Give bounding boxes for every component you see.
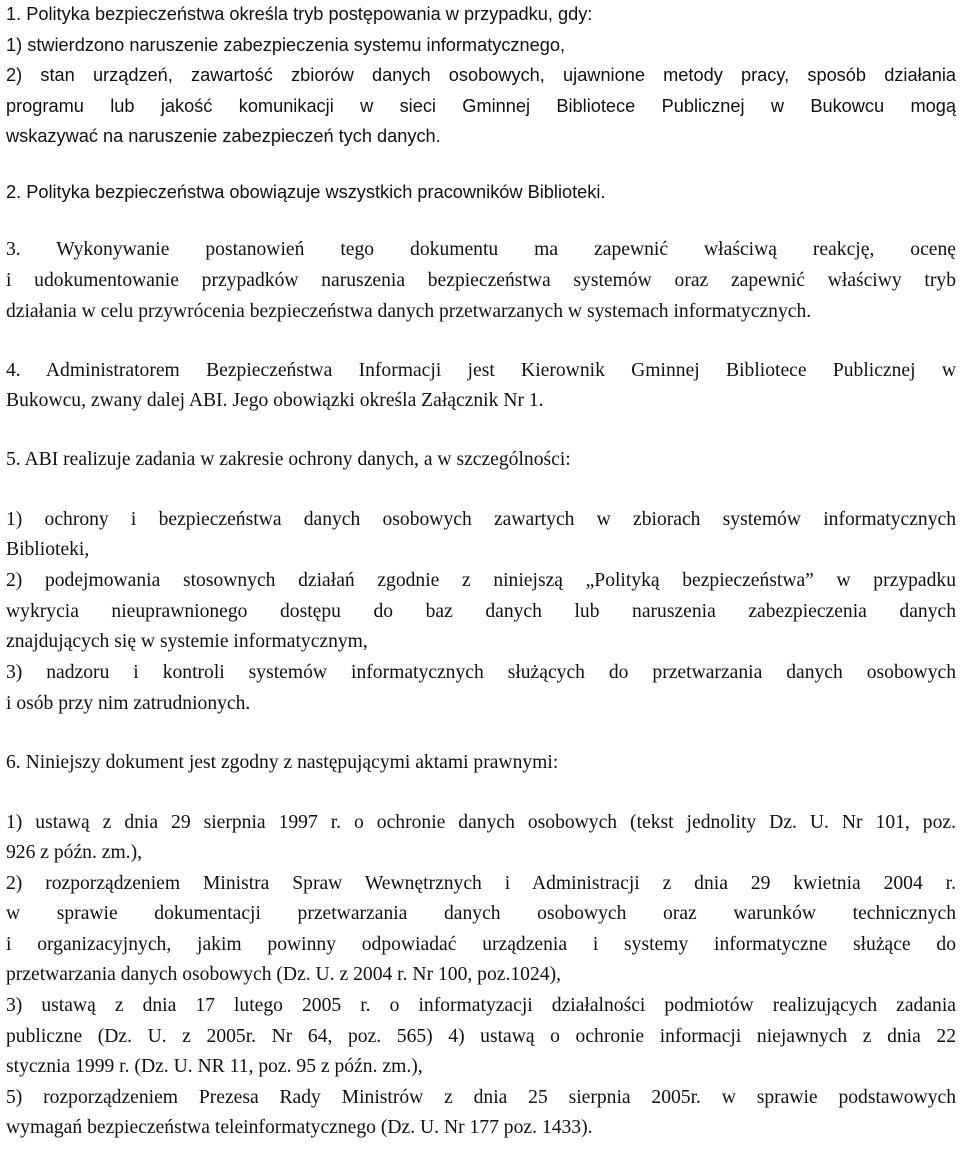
paragraph-6-item-5-line-1: 5) rozporządzeniem Prezesa Rady Ministrów z dnia 25 sierpnia 2005r. w sprawie podstawowych bbox=[6, 1087, 956, 1108]
paragraph-6-item-2-line-4: przetwarzania danych osobowych (Dz. U. z 2004 r. Nr 100, poz.1024), bbox=[6, 964, 561, 985]
paragraph-6-item-2-line-1: 2) rozporządzeniem Ministra Spraw Wewnętrznych i Administracji z dnia 29 kwietnia 2004 r. bbox=[6, 873, 956, 894]
paragraph-5-item-2-line-3: znajdujących się w systemie informatycznym, bbox=[6, 631, 368, 652]
paragraph-6-item-5-line-2: wymagań bezpieczeństwa teleinformatycznego (Dz. U. Nr 177 poz. 1433). bbox=[6, 1117, 593, 1138]
paragraph-5-item-2-line-1: 2) podejmowania stosownych działań zgodnie z niniejszą „Polityką bezpieczeństwa” w przypadku bbox=[6, 570, 956, 591]
paragraph-5-item-2-line-2: wykrycia nieuprawnionego dostępu do baz danych lub naruszenia zabezpieczenia danych bbox=[6, 601, 956, 622]
paragraph-6-item-1-line-1: 1) ustawą z dnia 29 sierpnia 1997 r. o ochronie danych osobowych (tekst jednolity Dz. U. Nr 101, poz. bbox=[6, 812, 956, 833]
paragraph-6-item-3-line-1: 3) ustawą z dnia 17 lutego 2005 r. o informatyzacji działalności podmiotów realizujących zadania bbox=[6, 995, 956, 1016]
paragraph-1-item-2-line-2: programu lub jakość komunikacji w sieci Gminnej Bibliotece Publicznej w Bukowcu mogą bbox=[6, 96, 956, 116]
paragraph-6-item-1-line-2: 926 z późn. zm.), bbox=[6, 842, 143, 863]
paragraph-5-item-3-line-1: 3) nadzoru i kontroli systemów informatycznych służących do przetwarzania danych osobowych bbox=[6, 662, 956, 683]
paragraph-6-item-4-line: stycznia 1999 r. (Dz. U. NR 11, poz. 95 z późn. zm.), bbox=[6, 1056, 423, 1077]
paragraph-3-line-3: działania w celu przywrócenia bezpieczeństwa danych przetwarzanych w systemach informatycznych. bbox=[6, 301, 812, 322]
paragraph-3-line-1: 3. Wykonywanie postanowień tego dokumentu ma zapewnić właściwą reakcję, ocenę bbox=[6, 239, 956, 260]
paragraph-6-item-2-line-3: i organizacyjnych, jakim powinny odpowiadać urządzenia i systemy informatyczne służące do bbox=[6, 934, 956, 955]
paragraph-1-heading: 1. Polityka bezpieczeństwa określa tryb postępowania w przypadku, gdy: bbox=[6, 4, 593, 24]
paragraph-4-line-2: Bukowcu, zwany dalej ABI. Jego obowiązki określa Załącznik Nr 1. bbox=[6, 390, 544, 411]
paragraph-1-item-2-line-3: wskazywać na naruszenie zabezpieczeń tych danych. bbox=[6, 126, 441, 146]
paragraph-1-item-1: 1) stwierdzono naruszenie zabezpieczenia systemu informatycznego, bbox=[6, 35, 566, 55]
paragraph-1-item-2-line-1: 2) stan urządzeń, zawartość zbiorów danych osobowych, ujawnione metody pracy, sposób działania bbox=[6, 65, 956, 85]
paragraph-2: 2. Polityka bezpieczeństwa obowiązuje wszystkich pracowników Biblioteki. bbox=[6, 182, 606, 202]
paragraph-6-heading: 6. Niniejszy dokument jest zgodny z następującymi aktami prawnymi: bbox=[6, 752, 559, 773]
paragraph-5-item-3-line-2: i osób przy nim zatrudnionych. bbox=[6, 693, 251, 714]
paragraph-6-item-3-line-2: publiczne (Dz. U. z 2005r. Nr 64, poz. 565) 4) ustawą o ochronie informacji niejawnych z dnia 22 bbox=[6, 1026, 956, 1047]
paragraph-5-item-1-line-2: Biblioteki, bbox=[6, 539, 90, 560]
paragraph-5-item-1-line-1: 1) ochrony i bezpieczeństwa danych osobowych zawartych w zbiorach systemów informatycznych bbox=[6, 509, 956, 530]
paragraph-5-heading: 5. ABI realizuje zadania w zakresie ochrony danych, a w szczególności: bbox=[6, 449, 571, 470]
paragraph-6-item-2-line-2: w sprawie dokumentacji przetwarzania danych osobowych oraz warunków technicznych bbox=[6, 903, 956, 924]
paragraph-3-line-2: i udokumentowanie przypadków naruszenia bezpieczeństwa systemów oraz zapewnić właściwy tryb bbox=[6, 270, 956, 291]
paragraph-4-line-1: 4. Administratorem Bezpieczeństwa Informacji jest Kierownik Gminnej Bibliotece Publicznej w bbox=[6, 360, 956, 381]
